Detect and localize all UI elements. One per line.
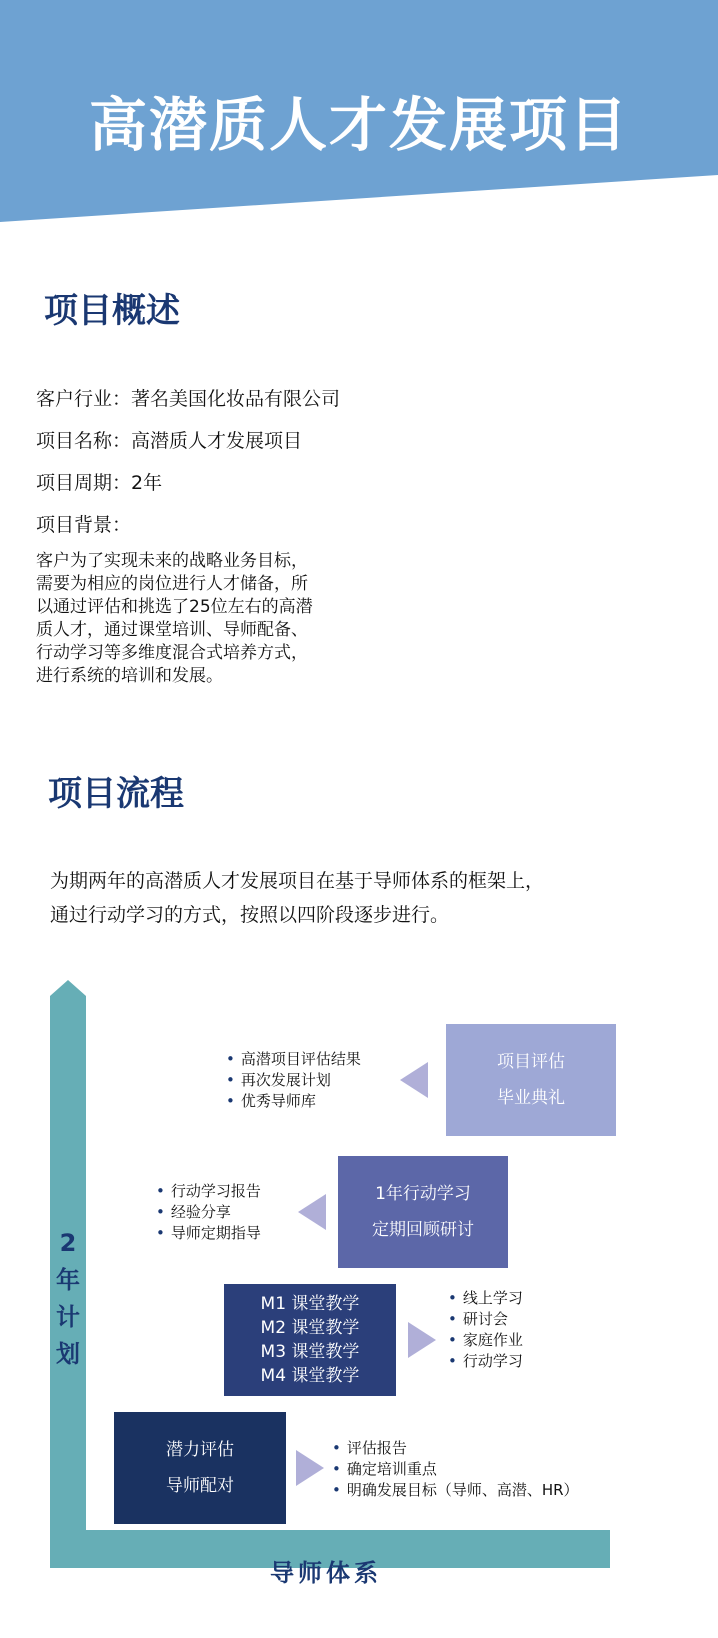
horizontal-axis-label: 导师体系 [270,1559,382,1587]
intro-line: 为期两年的高潜质人才发展项目在基于导师体系的框架上， [50,870,545,892]
project-name: 项目名称：高潜质人才发展项目 [36,430,303,452]
stage-line: M4 课堂教学 [260,1366,360,1386]
bullet-item: • 行动学习报告 [156,1181,261,1202]
stage-arrow [298,1194,326,1230]
stage-line: M3 课堂教学 [260,1342,360,1362]
bullet-item: • 行动学习 [448,1351,523,1372]
bullet-item: • 再次发展计划 [226,1070,361,1091]
stage-arrow [296,1450,324,1486]
background-line: 质人才，通过课堂培训、导师配备、 [36,620,308,640]
stage-box-evaluation [446,1024,616,1136]
overview-heading: 项目概述 [44,291,180,331]
project-period: 项目周期：2年 [36,472,163,494]
stage-bullets-assessment [332,1438,579,1501]
stage-bullets-classroom [448,1288,523,1372]
process-heading: 项目流程 [48,774,184,814]
stage-line: M1 课堂教学 [260,1294,360,1314]
stage-line: 1年行动学习 [375,1184,471,1204]
bullet-item: • 明确发展目标（导师、高潜、HR） [332,1480,579,1501]
process-intro [50,864,544,932]
background-label: 项目背景： [36,514,132,536]
bullet-item: • 高潜项目评估结果 [226,1049,361,1070]
stage-arrow [408,1322,436,1358]
vertical-axis-label [50,1225,86,1373]
background-line: 行动学习等多维度混合式培养方式， [36,643,308,663]
bullet-item: • 经验分享 [156,1202,261,1223]
stage-box-action-learning [338,1156,508,1268]
bullet-item: • 评估报告 [332,1438,579,1459]
page-title: 高潜质人才发展项目 [88,91,629,159]
stage-line: 导师配对 [166,1476,234,1496]
stage-box-assessment [114,1412,286,1524]
header-banner [0,0,718,225]
bullet-item: • 研讨会 [448,1309,523,1330]
stage-line: M2 课堂教学 [260,1318,360,1338]
client-industry: 客户行业：著名美国化妆品有限公司 [36,388,341,410]
vlabel-char: 划 [56,1340,80,1368]
stage-line: 毕业典礼 [497,1088,565,1108]
background-paragraph [36,550,396,688]
background-line: 需要为相应的岗位进行人才储备，所 [36,574,308,594]
intro-line: 通过行动学习的方式，按照以四阶段逐步进行。 [50,904,450,926]
bullet-item: • 家庭作业 [448,1330,523,1351]
bullet-item: • 导师定期指导 [156,1223,261,1244]
stage-arrow [400,1062,428,1098]
bullet-item: • 线上学习 [448,1288,523,1309]
vlabel-char: 2 [59,1229,77,1257]
vlabel-char: 计 [56,1303,80,1331]
stage-line: 定期回顾研讨 [372,1220,474,1240]
stage-line: 潜力评估 [166,1440,234,1460]
stage-bullets-action-learning [156,1181,261,1244]
background-line: 进行系统的培训和发展。 [36,666,223,686]
stage-box-classroom [224,1284,396,1396]
vlabel-char: 年 [56,1266,80,1294]
stage-line: 项目评估 [497,1052,565,1072]
background-line: 客户为了实现未来的战略业务目标， [36,551,308,571]
stage-bullets-evaluation [226,1049,361,1112]
background-line: 以通过评估和挑选了25位左右的高潜 [36,597,313,617]
bullet-item: • 优秀导师库 [226,1091,361,1112]
bullet-item: • 确定培训重点 [332,1459,579,1480]
vertical-axis-arrow [50,980,86,1006]
